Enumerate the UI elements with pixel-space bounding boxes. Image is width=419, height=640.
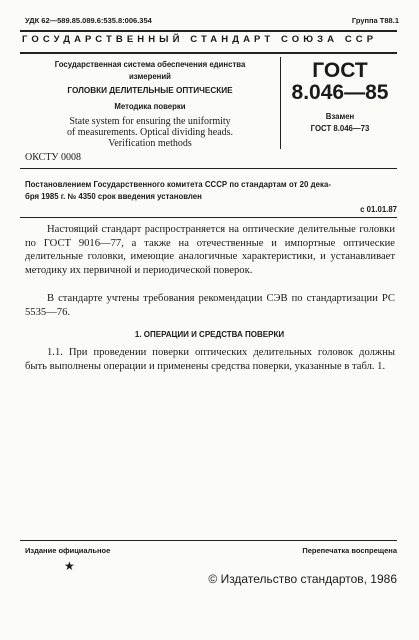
title-bottom-rule — [20, 168, 397, 169]
subtitle-ru: Методика поверки — [114, 102, 186, 111]
decree-line-1: Постановлением Государственного комитета СССР по стандартам от 20 дека- — [25, 180, 332, 189]
title-block — [20, 57, 281, 149]
gost-label: ГОСТ — [312, 59, 368, 82]
publisher-copyright: © Издательство стандартов, 1986 — [208, 572, 397, 586]
official-edition: Издание официальное — [25, 546, 111, 555]
gost-number: 8.046—85 — [291, 81, 389, 104]
system-line-2: измерений — [129, 72, 171, 81]
state-standard-banner: ГОСУДАРСТВЕННЫЙ СТАНДАРТ СОЮЗА ССР — [22, 34, 378, 45]
title-en-2: of measurements. Optical dividing heads. — [66, 127, 234, 138]
paragraph-cmea: В стандарте учтены требования рекомендации СЭВ по стандартизации РС 5535—76. — [25, 293, 395, 318]
gost-designation — [285, 60, 395, 133]
replaces-label: Взамен — [325, 112, 355, 121]
reprint-prohibited: Перепечатка воспрещена — [302, 546, 397, 555]
decree-line-2: бря 1985 г. № 4350 срок введения установлен — [25, 192, 202, 201]
footer-rule — [20, 540, 397, 541]
system-line-1: Государственная система обеспечения единства — [54, 60, 246, 69]
star-icon: ★ — [64, 559, 75, 573]
effective-date: с 01.01.87 — [360, 205, 397, 214]
udk-code: УДК 62—589.85.089.6:535.8:006.354 — [25, 16, 152, 25]
okstu-code: ОКСТУ 0008 — [25, 152, 82, 163]
paragraph-scope: Настоящий стандарт распространяется на оптические делительные головки по ГОСТ 9016—77, а также на отечественные и импортные оптические делительные головки, имеющие аналогичные характеристики, и устанавливает методику их первичной и периодической поверок. — [25, 224, 395, 276]
top-rule — [20, 30, 397, 32]
group-code: Группа Т88.1 — [351, 16, 399, 25]
title-en-3: Verification methods — [108, 138, 192, 149]
section-title: 1. ОПЕРАЦИИ И СРЕДСТВА ПОВЕРКИ — [134, 330, 285, 339]
title-ru: ГОЛОВКИ ДЕЛИТЕЛЬНЫЕ ОПТИЧЕСКИЕ — [67, 86, 233, 95]
paragraph-1-1: 1.1. При проведении поверки оптических делительных головок должны быть выполнены операции и применены средства поверки, указанные в табл. 1. — [25, 347, 395, 372]
replaces-standard: ГОСТ 8.046—73 — [310, 124, 370, 133]
title-en-1: State system for ensuring the uniformity — [69, 116, 231, 127]
decree-rule — [20, 217, 397, 218]
banner-rule — [20, 52, 397, 54]
